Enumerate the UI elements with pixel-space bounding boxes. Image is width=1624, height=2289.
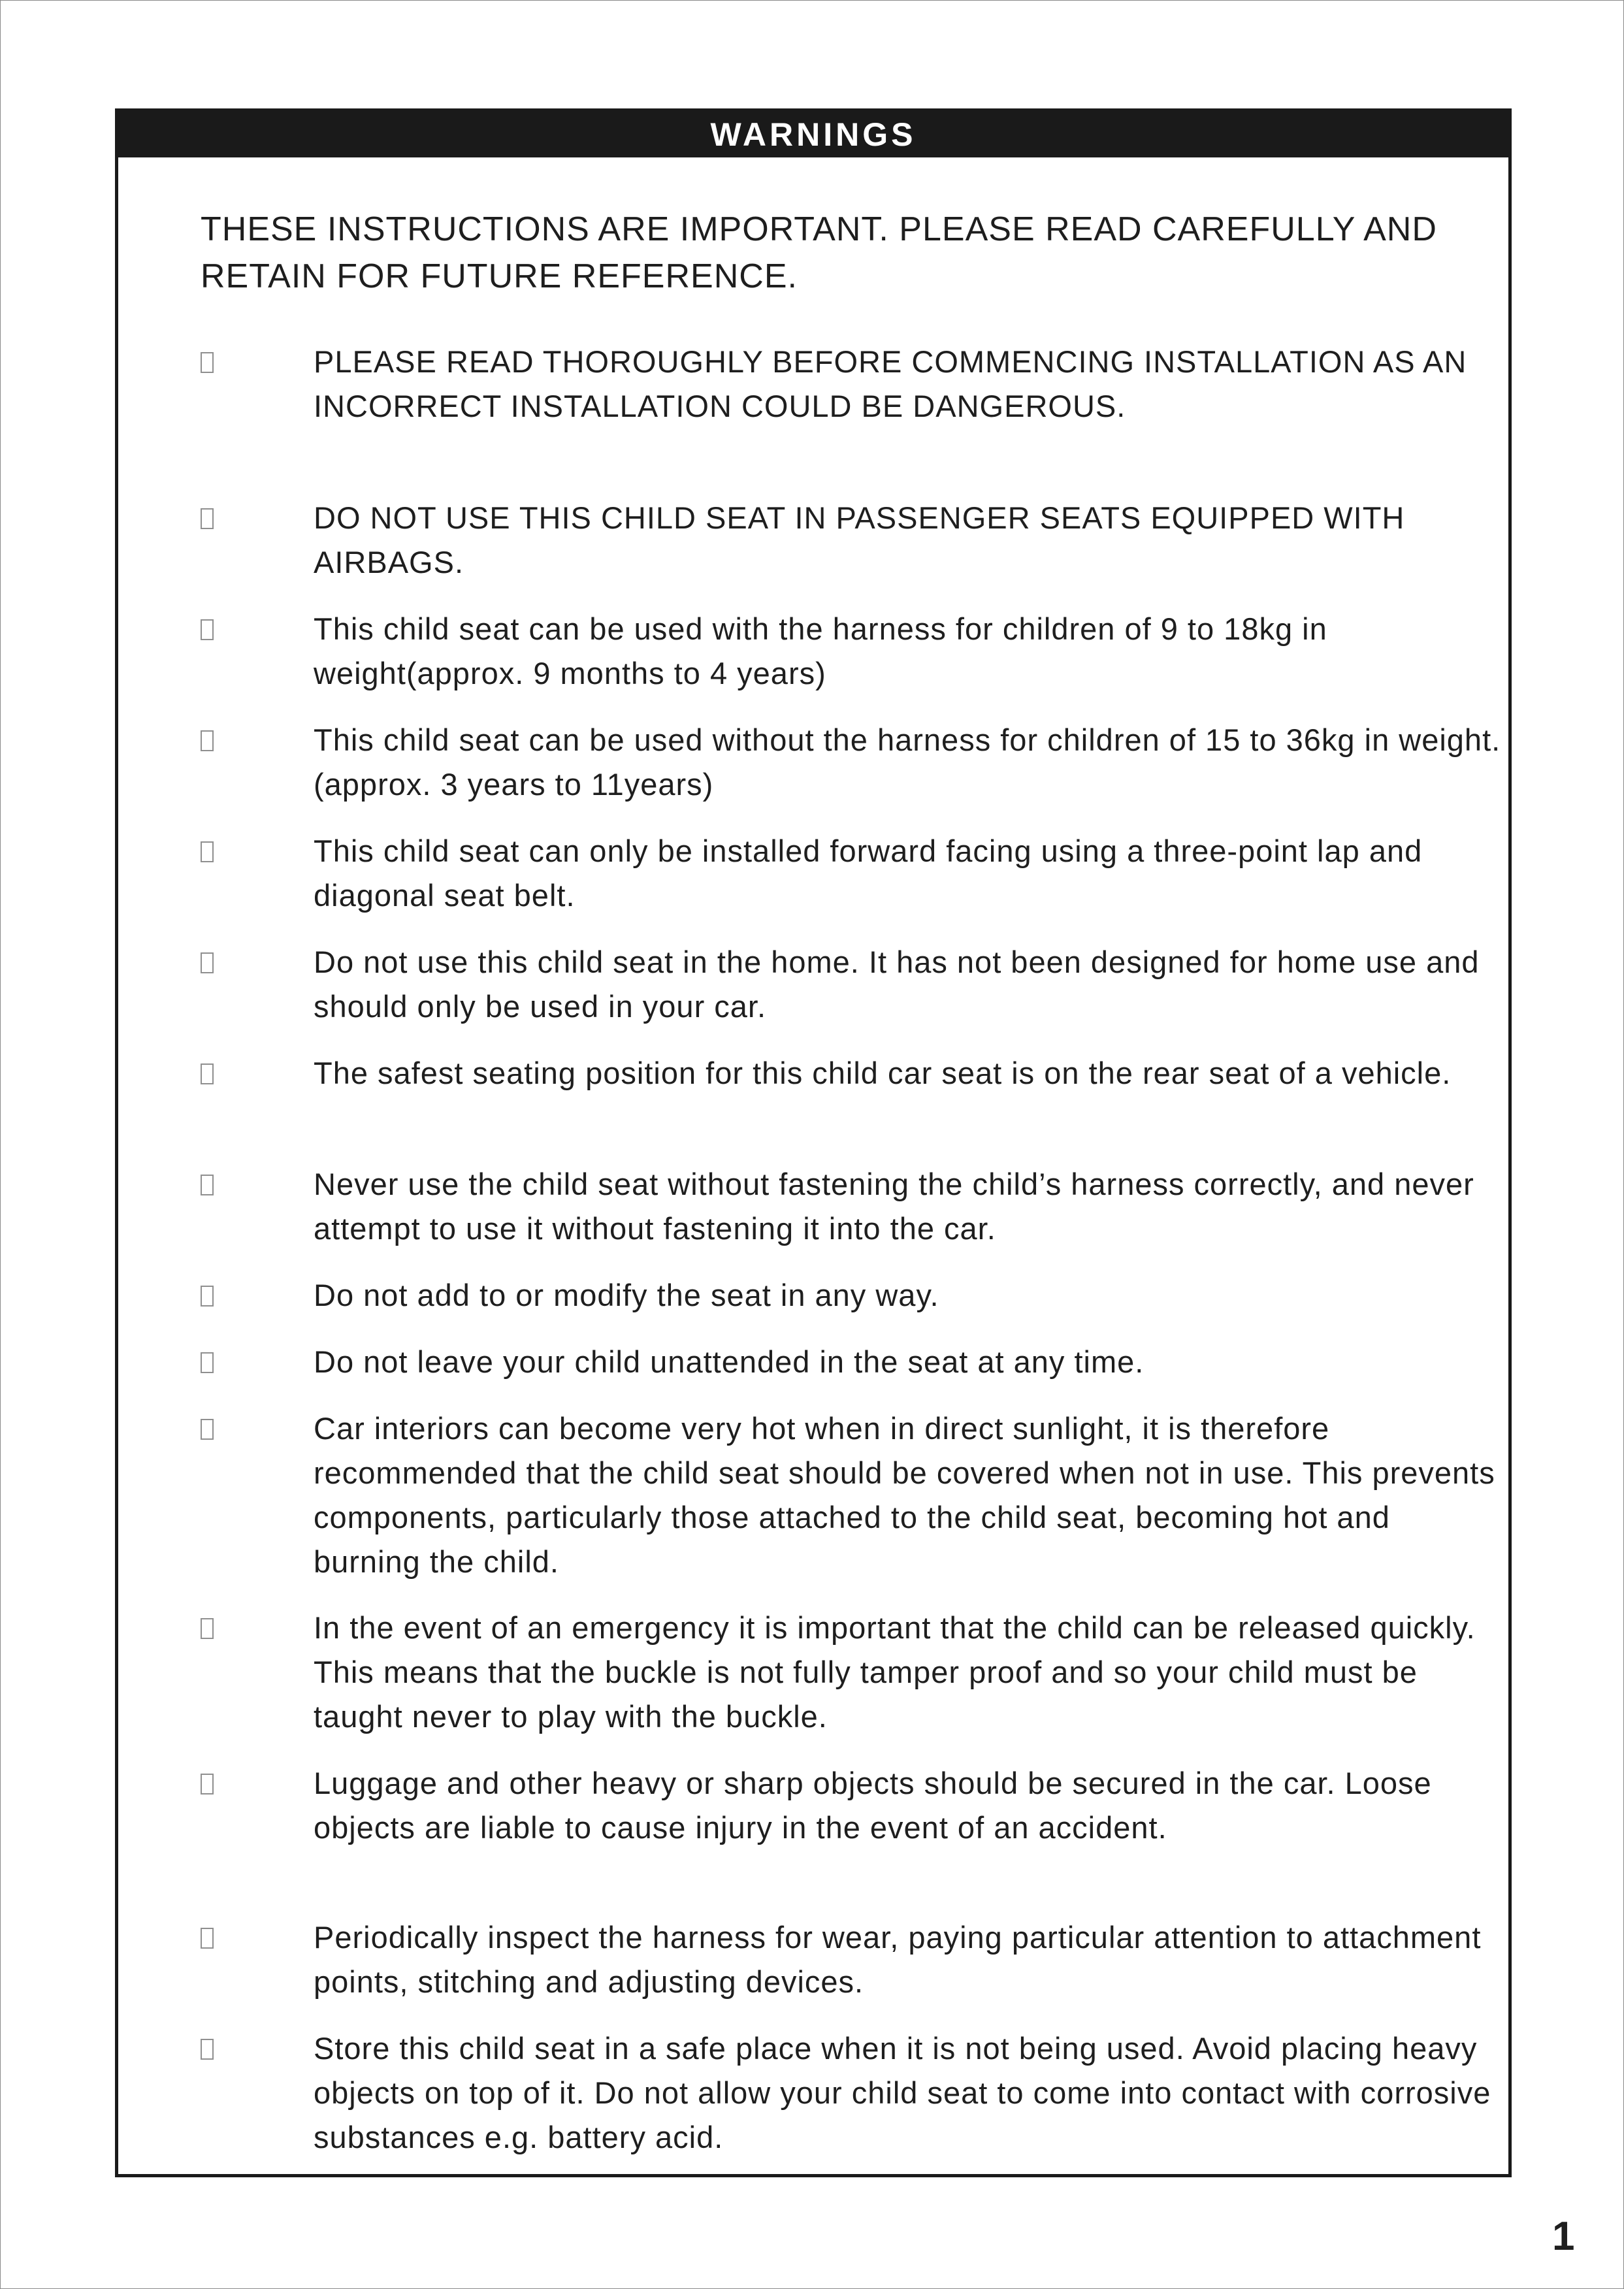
bullet-icon: [201, 1352, 214, 1373]
bullet-icon: [201, 730, 214, 751]
bullet-icon: [201, 1419, 214, 1440]
warning-text: Do not use this child seat in the home. It has not been designed for home use and should only be used in your car.: [314, 945, 1480, 1024]
warning-text: Luggage and other heavy or sharp objects should be secured in the car. Loose objects are liable to cause injury in the event of an accident.: [314, 1766, 1432, 1845]
warnings-header: WARNINGS: [118, 112, 1508, 157]
warning-text: This child seat can be used with the harness for children of 9 to 18kg in weight(approx. 9 months to 4 years): [314, 611, 1327, 690]
bullet-icon: [201, 952, 214, 973]
warning-text: This child seat can be used without the harness for children of 15 to 36kg in weight.(approx. 3 years to 11years): [314, 722, 1501, 802]
warning-text: PLEASE READ THOROUGHLY BEFORE COMMENCING INSTALLATION AS AN INCORRECT INSTALLATION COULD BE DANGEROUS.: [314, 344, 1467, 423]
warning-text: The safest seating position for this child car seat is on the rear seat of a vehicle.: [314, 1056, 1452, 1090]
bullet-icon: [201, 1618, 214, 1639]
warning-text: Car interiors can become very hot when in direct sunlight, it is therefore recommended that the child seat should be covered when not in use. This prevents components, particularly those attached to the child seat, becoming hot and burning the child.: [314, 1411, 1495, 1579]
bullet-icon: [201, 1928, 214, 1949]
warning-text: Store this child seat in a safe place when it is not being used. Avoid placing heavy objects on top of it. Do not allow your child seat to come into contact with corrosive substances e.g. battery acid.: [314, 2031, 1491, 2154]
bullet-icon: [201, 1286, 214, 1307]
bullet-icon: [201, 841, 214, 862]
bullet-icon: [201, 508, 214, 529]
bullet-icon: [201, 1175, 214, 1195]
warnings-box: [115, 108, 1512, 2177]
warning-text: In the event of an emergency it is important that the child can be released quickly. This means that the buckle is not fully tamper proof and so your child must be taught never to play with the buckle.: [314, 1610, 1476, 1734]
intro-text: THESE INSTRUCTIONS ARE IMPORTANT. PLEASE READ CAREFULLY AND RETAIN FOR FUTURE REFERENCE.: [201, 210, 1437, 295]
warning-text: This child seat can only be installed forward facing using a three-point lap and diagonal seat belt.: [314, 834, 1423, 913]
warning-text: DO NOT USE THIS CHILD SEAT IN PASSENGER SEATS EQUIPPED WITH AIRBAGS.: [314, 500, 1405, 579]
bullet-icon: [201, 352, 214, 373]
warning-text: Never use the child seat without fastening the child’s harness correctly, and never attempt to use it without fastening it into the car.: [314, 1167, 1474, 1246]
bullet-icon: [201, 2039, 214, 2060]
page-number: 1: [1552, 2214, 1575, 2259]
warning-text: Do not leave your child unattended in the seat at any time.: [314, 1344, 1145, 1379]
warning-text: Periodically inspect the harness for wear, paying particular attention to attachment points, stitching and adjusting devices.: [314, 1920, 1482, 1999]
warning-text: Do not add to or modify the seat in any way.: [314, 1278, 939, 1312]
bullet-icon: [201, 619, 214, 640]
bullet-icon: [201, 1063, 214, 1084]
bullet-icon: [201, 1774, 214, 1794]
